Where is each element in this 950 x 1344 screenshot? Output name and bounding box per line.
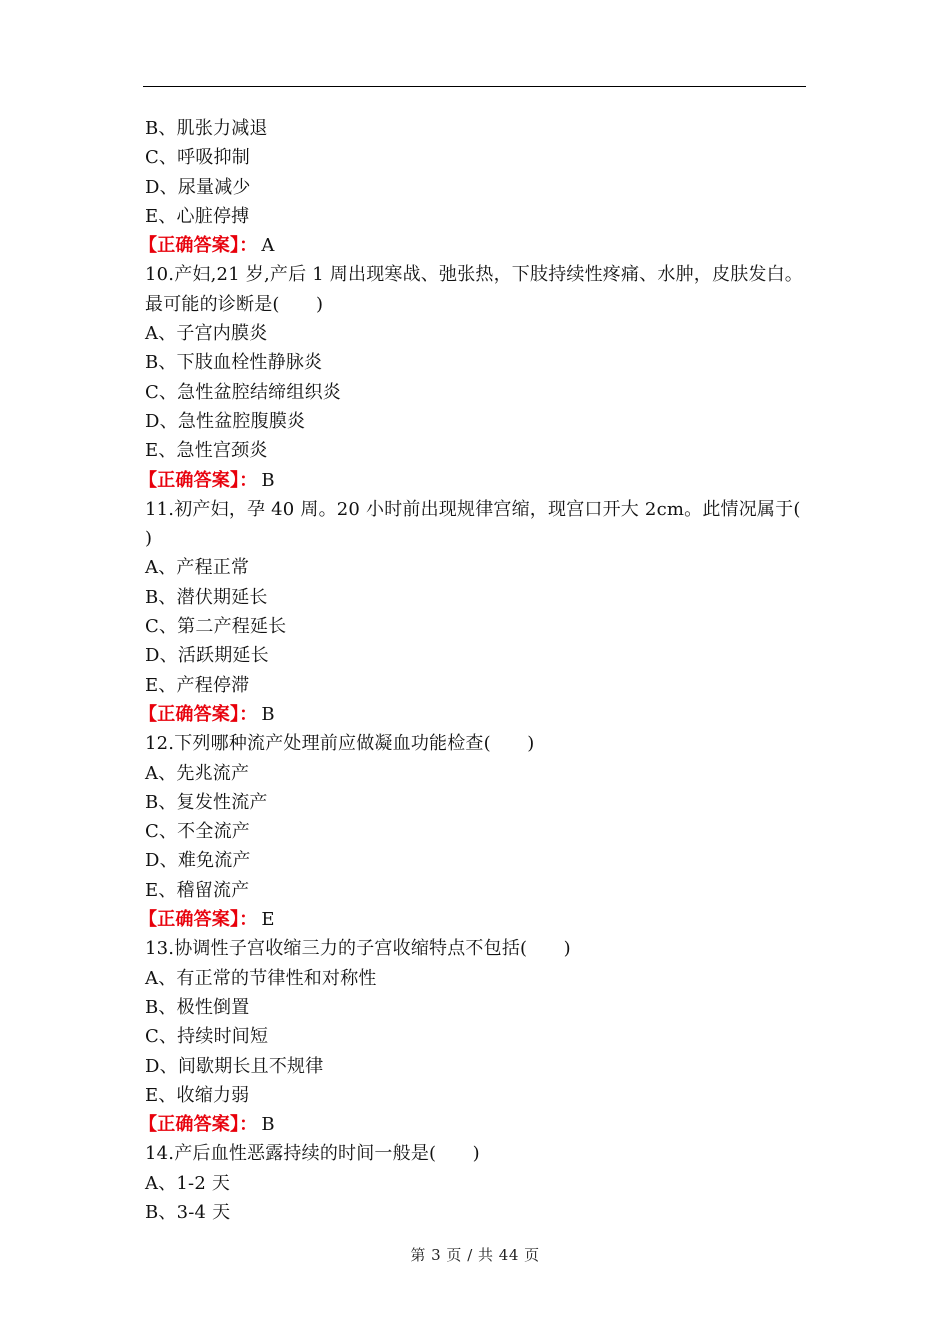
option-line: B、3-4 天: [145, 1201, 231, 1223]
option-line: A、有正常的节律性和对称性: [145, 967, 377, 989]
answer-tag: 【正确答案】：: [139, 909, 258, 931]
answer-line: [139, 905, 805, 934]
option-line: D、间歇期长且不规律: [145, 1055, 324, 1077]
option-line: D、尿量减少: [145, 176, 251, 198]
option-line: B、复发性流产: [145, 791, 268, 813]
answer-line: [139, 466, 805, 495]
document-body: [139, 114, 837, 1227]
answer-value: A: [261, 235, 275, 257]
option-line: E、急性宫颈炎: [145, 440, 268, 462]
answer-value: B: [261, 1114, 275, 1136]
page-footer: 第 3 页 / 共 44 页: [410, 1246, 540, 1264]
option-line: D、活跃期延长: [145, 645, 269, 667]
question-stem: 13.协调性子宫收缩三力的子宫收缩特点不包括( ): [145, 938, 571, 960]
header-rule: [143, 86, 806, 87]
question-stem: 12.下列哪种流产处理前应做凝血功能检查( ): [145, 733, 535, 755]
answer-line: [139, 1110, 805, 1139]
answer-value: B: [261, 469, 275, 491]
option-line: C、持续时间短: [145, 1026, 269, 1048]
option-line: B、下肢血栓性静脉炎: [145, 352, 323, 374]
option-line: C、不全流产: [145, 821, 250, 843]
option-line: A、先兆流产: [145, 762, 250, 784]
option-line: A、1-2 天: [145, 1172, 231, 1194]
answer-tag: 【正确答案】：: [139, 703, 258, 725]
option-line: C、呼吸抑制: [145, 147, 250, 169]
answer-line: [139, 231, 805, 260]
answer-value: E: [261, 909, 275, 931]
option-line: E、收缩力弱: [145, 1084, 250, 1106]
option-line: A、子宫内膜炎: [145, 323, 268, 345]
option-line: B、肌张力减退: [145, 118, 268, 139]
question-stem: 10.产妇,21 岁,产后 1 周出现寒战、弛张热，下肢持续性疼痛、水肿，皮肤发白。最可能的诊断是( ): [145, 264, 803, 315]
option-line: C、第二产程延长: [145, 616, 287, 638]
option-line: E、稽留流产: [145, 879, 250, 901]
question-stem: 11.初产妇，孕 40 周。20 小时前出现规律宫缩，现宫口开大 2cm。此情况属于( ): [145, 498, 837, 550]
option-line: E、心脏停搏: [145, 205, 250, 227]
answer-value: B: [261, 703, 275, 725]
answer-tag: 【正确答案】：: [139, 469, 258, 491]
option-line: D、急性盆腔腹膜炎: [145, 410, 306, 432]
answer-tag: 【正确答案】：: [139, 235, 258, 257]
answer-line: [139, 700, 805, 729]
option-line: B、极性倒置: [145, 996, 250, 1018]
option-line: B、潜伏期延长: [145, 586, 268, 608]
option-line: E、产程停滞: [145, 674, 250, 696]
option-line: C、急性盆腔结缔组织炎: [145, 381, 341, 403]
question-stem: 14.产后血性恶露持续的时间一般是( ): [145, 1143, 480, 1165]
option-line: A、产程正常: [145, 557, 250, 579]
answer-tag: 【正确答案】：: [139, 1114, 258, 1136]
option-line: D、难免流产: [145, 850, 251, 872]
